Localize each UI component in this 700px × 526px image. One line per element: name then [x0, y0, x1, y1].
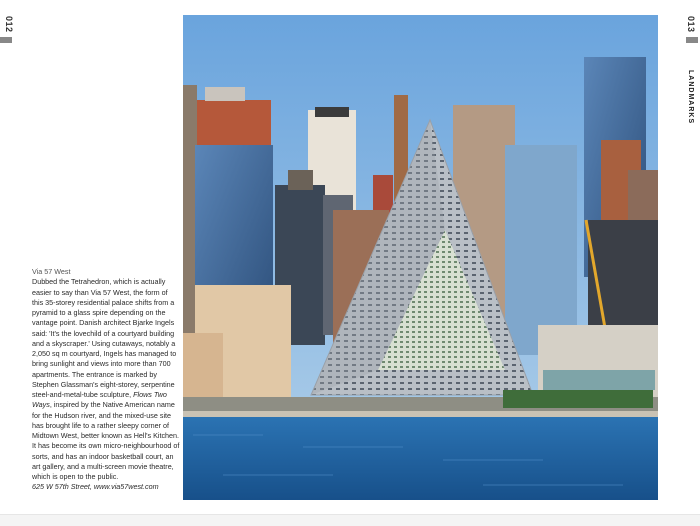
section-label: LANDMARKS — [687, 70, 694, 125]
page-bottom-edge — [0, 514, 700, 526]
hudson-river — [183, 417, 658, 500]
pier — [183, 411, 658, 417]
trees — [503, 390, 653, 408]
skyline-illustration — [183, 15, 658, 500]
building-dark-right — [588, 220, 658, 335]
caption-body: Dubbed the Tetrahedron, which is actually easier to say than Via 57 West, the form of this 35-storey residential palace shifts from a pyramid to a glass spire depending on the vantage point. Danish architect Bjarke Ingels said: 'It's the lovechild of a courtyard building and a skyscraper.' Using cutaways, notably a 2,050 sq m courtyard, Ingels has managed to bring sunlight and views into more than 700 apartments. The entrance is marked by Stephen Glassman's eight-storey, serpentine steel-and-metal-tube sculpture, Flows Two Ways, inspired by the Native American name for the Hudson river, and the mixed-use site has brought life to a rather sleepy corner of Midtown West, better known as Hell's Kitchen. It has become its own micro-neighbourhood of sorts, and has an indoor basketball court, an art gallery, and a multi-screen movie theatre, which is open to the public. — [32, 277, 180, 481]
sculpture-title: Flows Two Ways — [32, 390, 167, 410]
skyline-photo — [183, 15, 658, 500]
page-tab-marker-right — [686, 37, 698, 43]
caption-title: Via 57 West — [32, 267, 71, 276]
building-blue-right — [505, 145, 577, 355]
caption-block — [32, 267, 180, 493]
page-number-right: 013 — [686, 16, 696, 33]
page-number-left: 012 — [4, 16, 14, 33]
caption-address: 625 W 57th Street, www.via57west.com — [32, 482, 159, 492]
page-tab-marker-left — [0, 37, 12, 43]
